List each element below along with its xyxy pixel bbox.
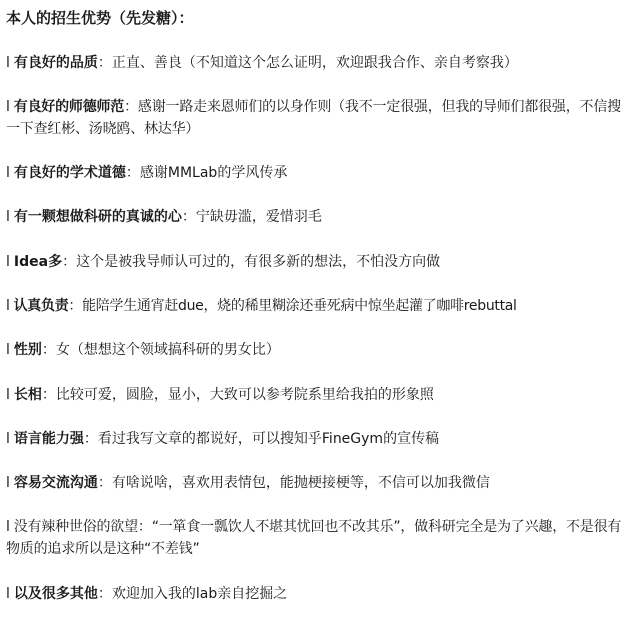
item-text: 看过我写文章的都说好，可以搜知乎FineGym的宣传稿	[97, 431, 440, 447]
bullet-marker: l	[6, 99, 10, 115]
bullet-marker: l	[6, 387, 10, 403]
item-text: 宁缺毋滥，爱惜羽毛	[195, 209, 322, 225]
bullet-marker: l	[6, 475, 10, 491]
item-label: 性别	[13, 342, 42, 358]
list-item	[6, 516, 632, 560]
item-text: 这个是被我导师认可过的，有很多新的想法，不怕没方向做	[76, 254, 441, 270]
item-label: 有良好的学术道德	[13, 165, 126, 181]
item-separator: ：	[83, 431, 98, 447]
list-item	[6, 251, 632, 273]
bullet-marker: l	[6, 55, 10, 71]
item-label: 容易交流沟通	[13, 475, 98, 491]
bullet-marker: l	[6, 209, 10, 225]
item-separator: ：	[41, 387, 56, 403]
item-text: 有啥说啥，喜欢用表情包，能抛梗接梗等，不信可以加我微信	[111, 475, 490, 491]
item-label: 长相	[13, 387, 42, 403]
list-item	[6, 52, 632, 74]
list-item	[6, 428, 632, 450]
bullet-marker: l	[6, 298, 10, 314]
item-text: 能陪学生通宵赶due，烧的稀里糊涂还垂死病中惊坐起灌了咖啡rebuttal	[82, 298, 517, 314]
item-label: 认真负责	[13, 298, 69, 314]
bullet-marker: l	[6, 254, 10, 270]
item-separator: ：	[181, 209, 196, 225]
bullet-marker: l	[6, 519, 10, 535]
list-item	[6, 583, 632, 605]
item-text: 正直、善良（不知道这个怎么证明，欢迎跟我合作、亲自考察我）	[111, 55, 518, 71]
page-title: 本人的招生优势（先发糖）：	[6, 9, 194, 27]
item-separator: ：	[41, 342, 56, 358]
item-separator: ：	[124, 99, 138, 115]
item-text: 比较可爱，圆脸，显小，大致可以参考院系里给我拍的形象照	[55, 387, 434, 403]
item-text: 欢迎加入我的lab亲自挖掘之	[111, 586, 288, 602]
item-separator: ：	[97, 586, 112, 602]
item-label: 有良好的师德师范	[13, 99, 125, 115]
bullet-marker: l	[6, 586, 10, 602]
list-item	[6, 162, 632, 184]
list-item	[6, 295, 632, 317]
item-label: 有一颗想做科研的真诚的心	[13, 209, 182, 225]
item-text: 女（想想这个领域搞科研的男女比）	[55, 342, 280, 358]
bullet-marker: l	[6, 342, 10, 358]
item-label: 以及很多其他	[13, 586, 98, 602]
list-item	[6, 96, 632, 140]
item-separator: ：	[125, 165, 140, 181]
list-item	[6, 339, 632, 361]
item-label: Idea多	[13, 254, 63, 270]
item-separator: ：	[68, 298, 83, 314]
item-separator: ：	[97, 55, 112, 71]
item-text: 没有辣种世俗的欲望：“一箪食一瓢饮人不堪其忧回也不改其乐”，做科研完全是为了兴趣，不是很有物质的追求所以是这种“不差钱”	[6, 519, 622, 557]
list-item	[6, 384, 632, 406]
item-label: 有良好的品质	[13, 55, 98, 71]
item-text: 感谢一路走来恩师们的以身作则（我不一定很强，但我的导师们都很强，不信搜一下查红彬、汤晓鸥、林达华）	[6, 99, 621, 137]
item-separator: ：	[62, 254, 77, 270]
item-separator: ：	[97, 475, 112, 491]
list-item	[6, 206, 632, 228]
list-item	[6, 472, 632, 494]
item-label: 语言能力强	[13, 431, 84, 447]
item-text: 感谢MMLab的学风传承	[139, 165, 288, 181]
bullet-marker: l	[6, 165, 10, 181]
bullet-marker: l	[6, 431, 10, 447]
